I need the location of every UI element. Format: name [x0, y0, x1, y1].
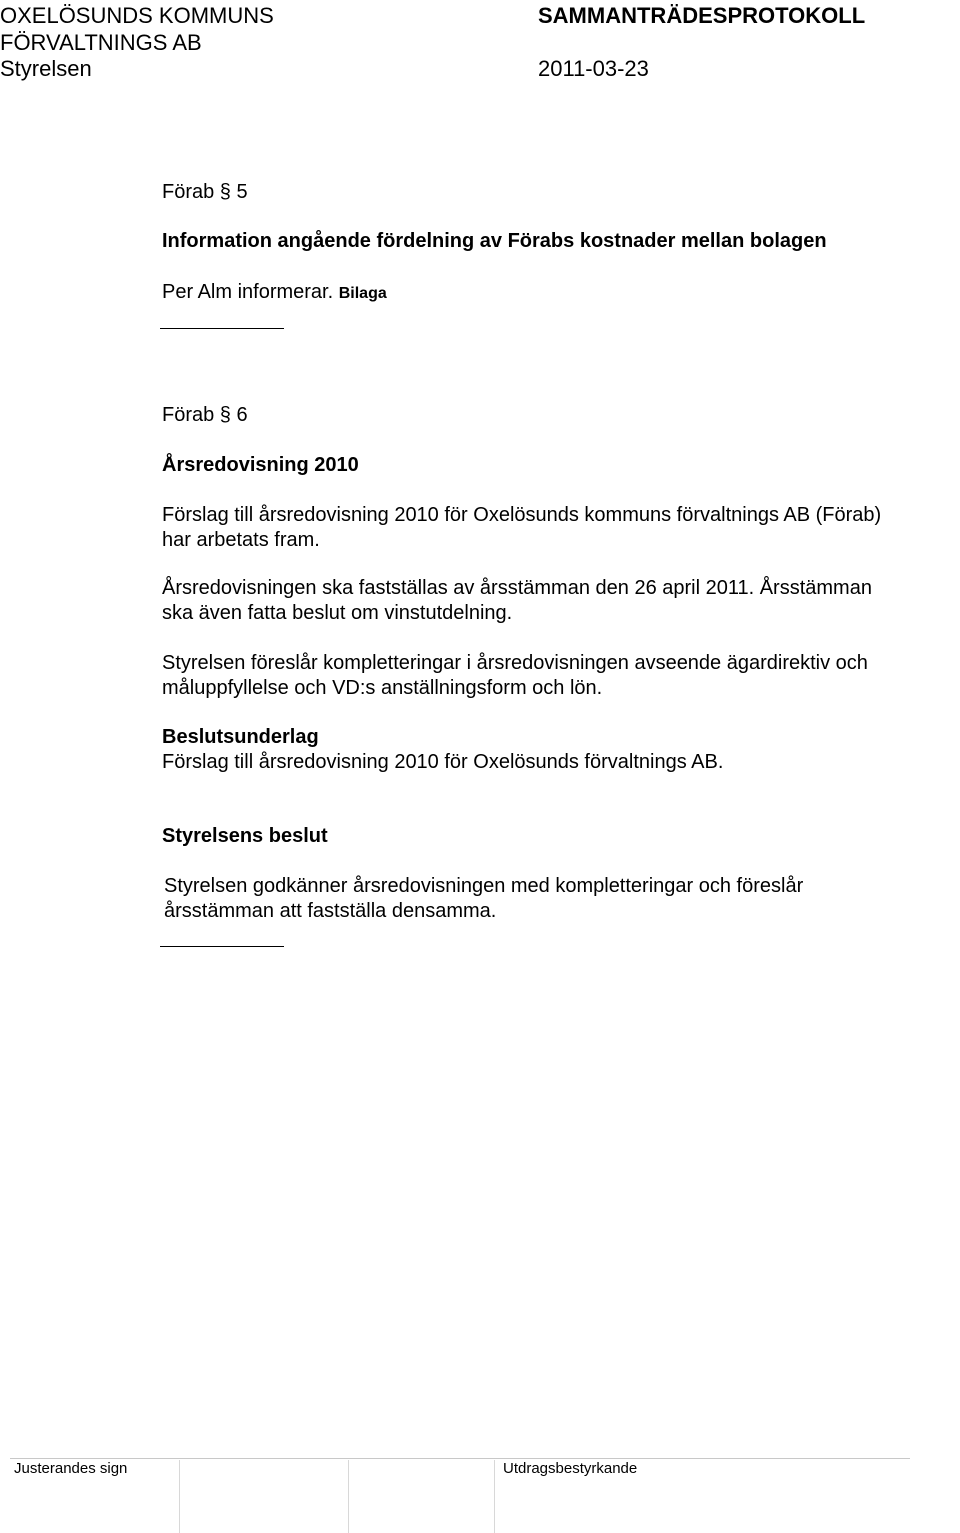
signature-box-divider: [348, 1460, 349, 1533]
signature-box-divider: [494, 1460, 495, 1533]
document-type: SAMMANTRÄDESPROTOKOLL: [538, 3, 866, 28]
footer-rule: [10, 1458, 910, 1459]
paragraph-1-line-2: har arbetats fram.: [162, 529, 320, 551]
paragraph-2-line-1: Årsredovisningen ska fastställas av årsstämman den 26 april 2011. Årsstämman: [162, 577, 872, 599]
decision-heading: Styrelsens beslut: [162, 825, 328, 847]
section-title-6: Årsredovisning 2010: [162, 454, 359, 476]
org-name-line1: OXELÖSUNDS KOMMUNS: [0, 3, 274, 28]
meeting-date: 2011-03-23: [538, 56, 649, 81]
footer-certify-label: Utdragsbestyrkande: [503, 1460, 638, 1477]
signature-box-divider: [179, 1460, 180, 1533]
board-name: Styrelsen: [0, 56, 92, 81]
paragraph-1-line-1: Förslag till årsredovisning 2010 för Oxelösunds kommuns förvaltnings AB (Förab): [162, 504, 882, 526]
attachment-link[interactable]: Bilaga: [338, 285, 387, 302]
section-divider: [160, 328, 284, 329]
section-end-divider: [160, 946, 284, 947]
paragraph-3-line-2: måluppfyllelse och VD:s anställningsform och lön.: [162, 677, 603, 699]
paragraph-label-6: Förab § 6: [162, 404, 248, 426]
footer-sign-label: Justerandes sign: [14, 1460, 128, 1477]
decision-line-2: årsstämman att fastställa densamma.: [164, 900, 497, 922]
paragraph-3-line-1: Styrelsen föreslår kompletteringar i årsredovisningen avseende ägardirektiv och: [162, 652, 868, 674]
decision-line-1: Styrelsen godkänner årsredovisningen med kompletteringar och föreslår: [164, 875, 804, 897]
basis-text: Förslag till årsredovisning 2010 för Oxelösunds förvaltnings AB.: [162, 751, 724, 773]
section-title-5: Information angående fördelning av Förabs kostnader mellan bolagen: [162, 230, 827, 252]
section-text-5: [162, 280, 387, 306]
paragraph-label-5: Förab § 5: [162, 181, 248, 203]
paragraph-2-line-2: ska även fatta beslut om vinstutdelning.: [162, 602, 513, 624]
org-name-line2: FÖRVALTNINGS AB: [0, 30, 202, 55]
basis-heading: Beslutsunderlag: [162, 726, 319, 748]
info-text: Per Alm informerar.: [162, 281, 334, 303]
